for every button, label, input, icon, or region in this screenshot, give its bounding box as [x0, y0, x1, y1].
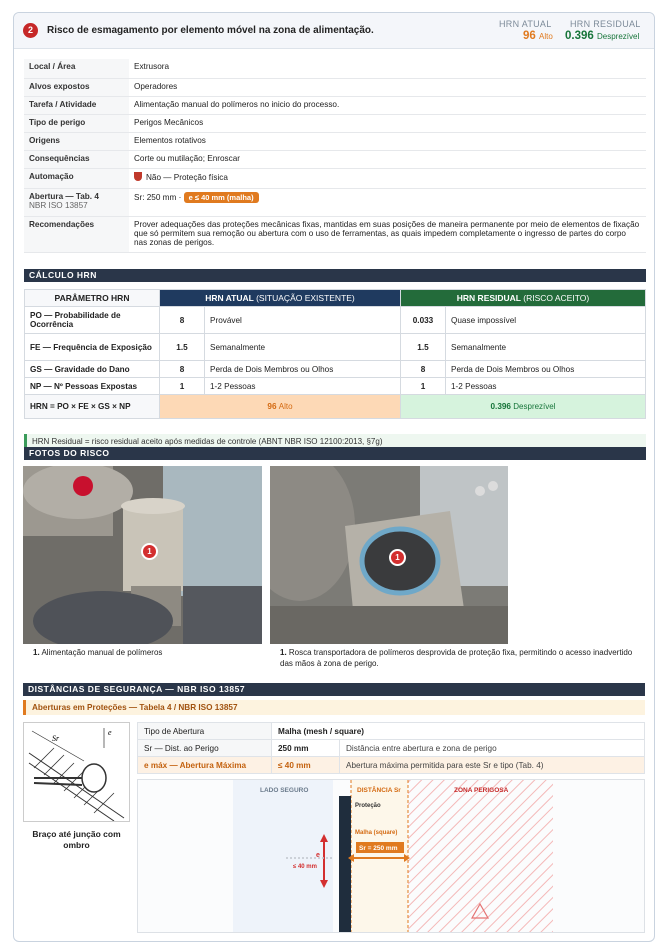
- info-value: Prover adequações das proteções mecânicas fixas, mantidas em suas posições de maneira permanente por meio de elementos de fixação que só permitem sua remoção ou abertura com o uso de ferramentas, as quais impedem completamente o ingresso de partes do corpo nas zonas de perigos.: [129, 216, 646, 252]
- info-key: Recomendações: [24, 216, 129, 252]
- info-key: Origens: [24, 132, 129, 150]
- distances-subtitle: Aberturas em Proteções — Tabela 4 / NBR ISO 13857: [23, 700, 645, 715]
- photo-caption: 1. Rosca transportadora de polímeros desprovida de proteção fixa, permitindo o acesso inadvertido das mãos à zona de perigo.: [280, 648, 633, 668]
- hrn-atual-value: 96 Alto: [523, 30, 553, 42]
- col-hrn-residual: HRN RESIDUAL (RISCO ACEITO): [401, 290, 646, 307]
- info-row: [24, 78, 646, 96]
- label-lado-seguro: LADO SEGURO: [260, 787, 309, 794]
- info-row: [24, 150, 646, 168]
- hrn-note: HRN Residual = risco residual aceito após medidas de controle (ABNT NBR ISO 12100:2013, §7g): [24, 434, 646, 450]
- photo-marker: 1: [389, 549, 406, 566]
- risk-header: [14, 13, 654, 49]
- info-row: [24, 114, 646, 132]
- info-key: Tarefa / Atividade: [24, 96, 129, 114]
- table-row-total: [25, 395, 646, 419]
- info-value: Elementos rotativos: [129, 132, 646, 150]
- opening-badge: e ≤ 40 mm (malha): [184, 192, 259, 203]
- photo-2[interactable]: [270, 466, 508, 644]
- risk-number-badge: 2: [23, 23, 38, 38]
- hrn-table: [24, 289, 646, 419]
- risk-title: Risco de esmagamento por elemento móvel na zona de alimentação.: [47, 25, 374, 36]
- info-value: Perigos Mecânicos: [129, 114, 646, 132]
- info-row: [24, 188, 646, 216]
- shield-icon: [134, 172, 142, 181]
- table-row: e máx — Abertura Máxima ≤ 40 mm Abertura máxima permitida para este Sr e tipo (Tab. 4): [138, 757, 645, 774]
- section-distancias: DISTÂNCIAS DE SEGURANÇA — NBR ISO 13857: [23, 683, 645, 696]
- section-fotos: FOTOS DO RISCO: [24, 447, 646, 460]
- table-row: GS — Gravidade do Dano 8 Perda de Dois Membros ou Olhos 8 Perda de Dois Membros ou Olhos: [25, 361, 646, 378]
- table-row: NP — Nº Pessoas Expostas 1 1-2 Pessoas 1 1-2 Pessoas: [25, 378, 646, 395]
- label-e-value: ≤ 40 mm: [293, 864, 317, 870]
- label-distancia: DISTÂNCIA Sr: [357, 787, 401, 794]
- info-row: [24, 59, 646, 78]
- info-row: [24, 168, 646, 188]
- diagram-label-sr: Sr: [52, 734, 60, 743]
- hrn-residual-label: HRN RESIDUAL: [570, 19, 641, 29]
- table-row: FE — Frequência de Exposição 1.5 Semanalmente 1.5 Semanalmente: [25, 334, 646, 361]
- info-value: Não — Proteção física: [129, 168, 646, 188]
- risk-info-table: [24, 59, 646, 253]
- photo-marker: 1: [141, 543, 158, 560]
- label-zona-perigosa: ZONA PERIGOSA: [454, 787, 509, 794]
- col-param: PARÂMETRO HRN: [25, 290, 160, 307]
- info-row: [24, 96, 646, 114]
- info-key: Automação: [24, 168, 129, 188]
- total-residual: 0.396 Desprezível: [401, 395, 646, 419]
- diagram-label-e: e: [108, 728, 112, 737]
- label-malha: Malha (square): [355, 830, 398, 836]
- info-value: Sr: 250 mm · e ≤ 40 mm (malha): [129, 188, 646, 216]
- distances-table: [137, 722, 645, 774]
- total-atual: 96 Alto: [160, 395, 401, 419]
- label-e: e: [316, 852, 320, 859]
- section-hrn: CÁLCULO HRN: [24, 269, 646, 282]
- info-key: Tipo de perigo: [24, 114, 129, 132]
- safety-distance-scene: [137, 779, 645, 933]
- diagram-caption: Braço até junção com ombro: [32, 829, 121, 850]
- info-value: Alimentação manual do polímeros no inicio do processo.: [129, 96, 646, 114]
- info-value: Extrusora: [129, 59, 646, 78]
- table-row: Tipo de Abertura Malha (mesh / square): [138, 723, 645, 740]
- photo-caption: 1. Alimentação manual de polímeros: [33, 648, 163, 657]
- hrn-residual-value: 0.396 Desprezível: [565, 30, 640, 42]
- arm-diagram: [23, 722, 130, 822]
- label-protecao: Proteção: [355, 803, 381, 809]
- info-row: [24, 216, 646, 252]
- info-key: Local / Área: [24, 59, 129, 78]
- info-key: Alvos expostos: [24, 78, 129, 96]
- label-sr: Sr = 250 mm: [359, 845, 398, 852]
- info-key: Consequências: [24, 150, 129, 168]
- table-row: Sr — Dist. ao Perigo 250 mm Distância entre abertura e zona de perigo: [138, 740, 645, 757]
- hrn-atual-label: HRN ATUAL: [499, 19, 552, 29]
- formula: HRN = PO × FE × GS × NP: [25, 395, 160, 419]
- table-row: PO — Probabilidade de Ocorrência 8 Provável 0.033 Quase impossível: [25, 307, 646, 334]
- col-hrn-atual: HRN ATUAL (SITUAÇÃO EXISTENTE): [160, 290, 401, 307]
- photo-1[interactable]: [23, 466, 262, 644]
- info-value: Operadores: [129, 78, 646, 96]
- info-row: [24, 132, 646, 150]
- info-key: Abertura — Tab. 4 NBR ISO 13857: [24, 188, 129, 216]
- info-value: Corte ou mutilação; Enroscar: [129, 150, 646, 168]
